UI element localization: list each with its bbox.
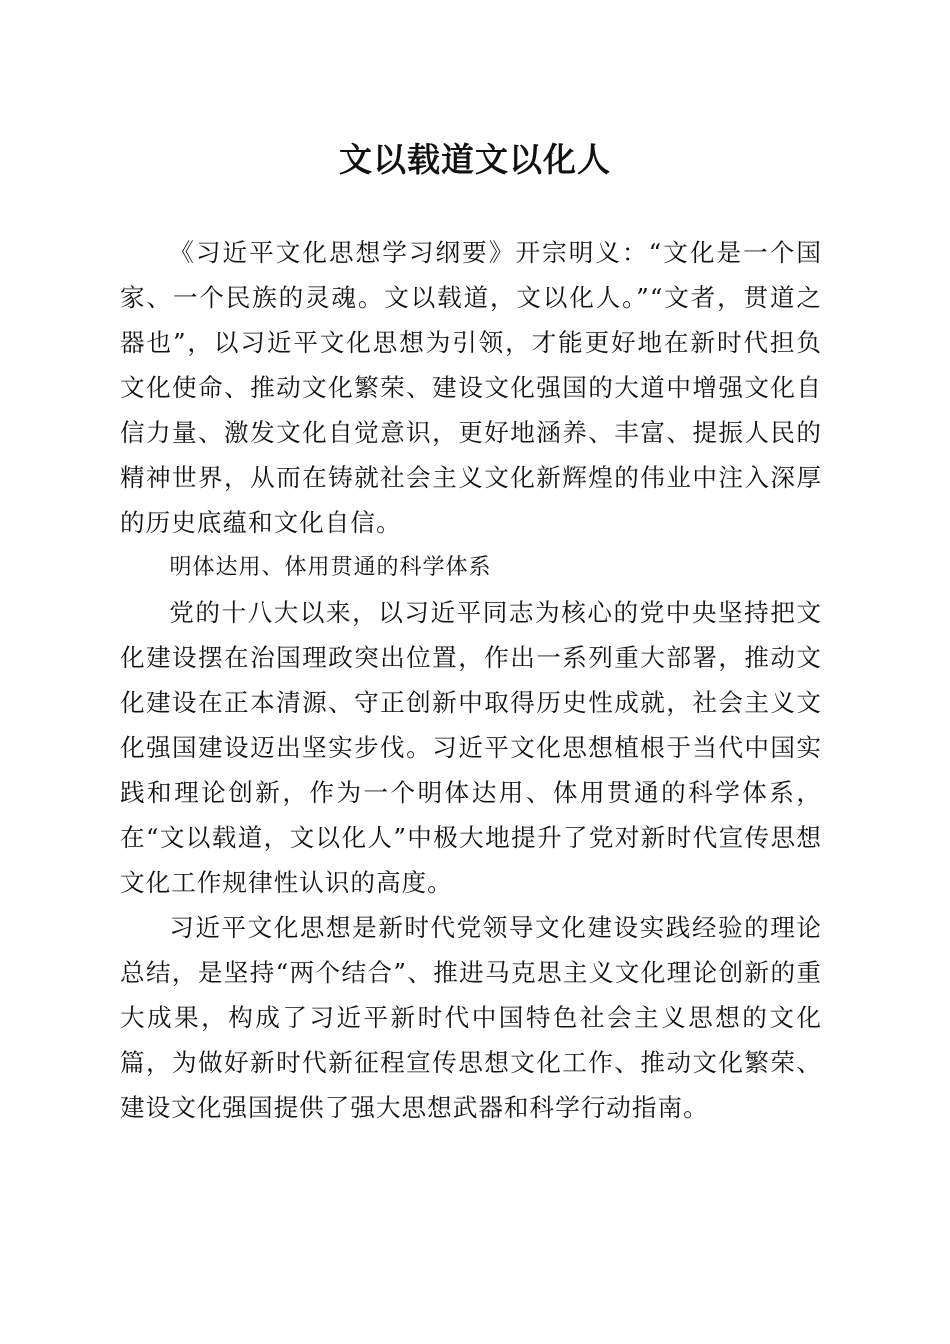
document-title: 文以载道文以化人 — [339, 140, 611, 179]
document-body — [120, 230, 822, 1130]
section-paragraph-1: 党的十八大以来，以习近平同志为核心的党中央坚持把文化建设摆在治国理政突出位置，作出一系列重大部署，推动文化建设在正本清源、守正创新中取得历史性成就，社会主义文化强国建设迈出坚实步伐。习近平文化思想植根于当代中国实践和理论创新，作为一个明体达用、体用贯通的科学体系，在“文以载道，文以化人”中极大地提升了党对新时代宣传思想文化工作规律性认识的高度。 — [120, 598, 822, 897]
section-paragraph-2: 习近平文化思想是新时代党领导文化建设实践经验的理论总结，是坚持“两个结合”、推进马克思主义文化理论创新的重大成果，构成了习近平新时代中国特色社会主义思想的文化篇，为做好新时代新征程宣传思想文化工作、推动文化繁荣、建设文化强国提供了强大思想武器和科学行动指南。 — [120, 913, 822, 1122]
section-heading: 明体达用、体用贯通的科学体系 — [169, 555, 492, 580]
intro-paragraph: 《习近平文化思想学习纲要》开宗明义：“文化是一个国家、一个民族的灵魂。文以载道，文以化人。”“文者，贯道之器也”，以习近平文化思想为引领，才能更好地在新时代担负文化使命、推动文化繁荣、建设文化强国的大道中增强文化自信力量、激发文化自觉意识，更好地涵养、丰富、提振人民的精神世界，从而在铸就社会主义文化新辉煌的伟业中注入深厚的历史底蕴和文化自信。 — [120, 238, 822, 537]
